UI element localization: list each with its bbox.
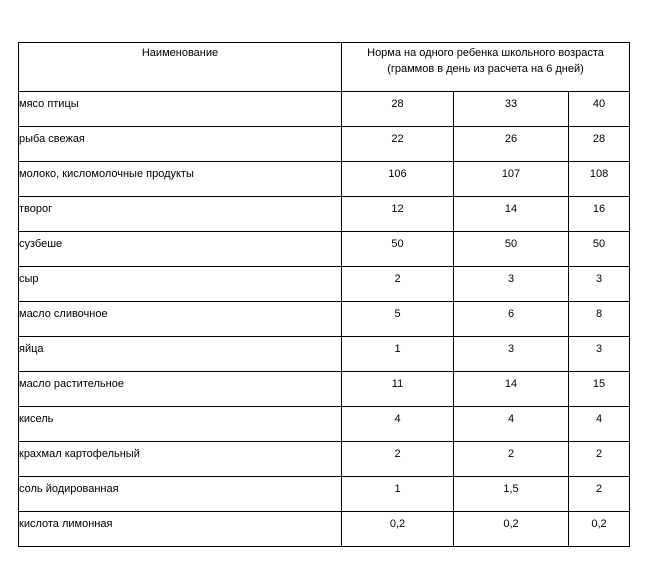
row-value-1: 106: [342, 162, 454, 197]
table-row: [19, 267, 630, 302]
header-norm-line2: (граммов в день из расчета на 6 дней): [387, 63, 584, 75]
row-value-1: 22: [342, 127, 454, 162]
table-row: [19, 337, 630, 372]
row-value-2: 50: [454, 232, 569, 267]
row-name: рыба свежая: [19, 127, 342, 162]
header-row: [19, 43, 630, 92]
row-value-1: 1: [342, 477, 454, 512]
table-row: [19, 197, 630, 232]
row-value-1: 1: [342, 337, 454, 372]
row-name: сыр: [19, 267, 342, 302]
row-value-1: 2: [342, 442, 454, 477]
row-value-3: 4: [569, 407, 630, 442]
row-name: масло сливочное: [19, 302, 342, 337]
row-value-2: 33: [454, 92, 569, 127]
row-value-3: 3: [569, 337, 630, 372]
table-row: [19, 442, 630, 477]
row-value-3: 2: [569, 477, 630, 512]
table-row: [19, 512, 630, 547]
row-value-2: 6: [454, 302, 569, 337]
row-value-3: 0,2: [569, 512, 630, 547]
row-name: крахмал картофельный: [19, 442, 342, 477]
row-value-1: 50: [342, 232, 454, 267]
row-value-2: 1,5: [454, 477, 569, 512]
row-name: сузбеше: [19, 232, 342, 267]
table-row: [19, 162, 630, 197]
table-row: [19, 407, 630, 442]
header-norm-line1: Норма на одного ребенка школьного возраста: [367, 47, 604, 59]
table-row: [19, 232, 630, 267]
row-name: масло растительное: [19, 372, 342, 407]
row-value-2: 26: [454, 127, 569, 162]
header-name: Наименование: [19, 43, 342, 92]
row-value-3: 16: [569, 197, 630, 232]
row-value-1: 12: [342, 197, 454, 232]
row-value-3: 3: [569, 267, 630, 302]
header-norm: [342, 43, 630, 92]
row-value-2: 3: [454, 337, 569, 372]
row-value-1: 28: [342, 92, 454, 127]
row-value-1: 11: [342, 372, 454, 407]
row-value-3: 108: [569, 162, 630, 197]
row-value-3: 8: [569, 302, 630, 337]
row-value-2: 2: [454, 442, 569, 477]
row-value-3: 28: [569, 127, 630, 162]
row-value-2: 3: [454, 267, 569, 302]
row-value-1: 4: [342, 407, 454, 442]
table-row: [19, 477, 630, 512]
table-row: [19, 302, 630, 337]
row-value-1: 5: [342, 302, 454, 337]
row-value-2: 14: [454, 372, 569, 407]
table-row: [19, 372, 630, 407]
norm-table: [18, 42, 630, 547]
row-value-2: 14: [454, 197, 569, 232]
row-value-3: 40: [569, 92, 630, 127]
table-row: [19, 127, 630, 162]
row-name: яйца: [19, 337, 342, 372]
row-value-2: 107: [454, 162, 569, 197]
row-name: кисель: [19, 407, 342, 442]
row-name: творог: [19, 197, 342, 232]
row-name: мясо птицы: [19, 92, 342, 127]
row-value-2: 4: [454, 407, 569, 442]
row-value-3: 15: [569, 372, 630, 407]
row-value-3: 2: [569, 442, 630, 477]
row-name: молоко, кисломолочные продукты: [19, 162, 342, 197]
table-row: [19, 92, 630, 127]
row-name: кислота лимонная: [19, 512, 342, 547]
row-name: соль йодированная: [19, 477, 342, 512]
row-value-1: 0,2: [342, 512, 454, 547]
row-value-3: 50: [569, 232, 630, 267]
row-value-2: 0,2: [454, 512, 569, 547]
row-value-1: 2: [342, 267, 454, 302]
